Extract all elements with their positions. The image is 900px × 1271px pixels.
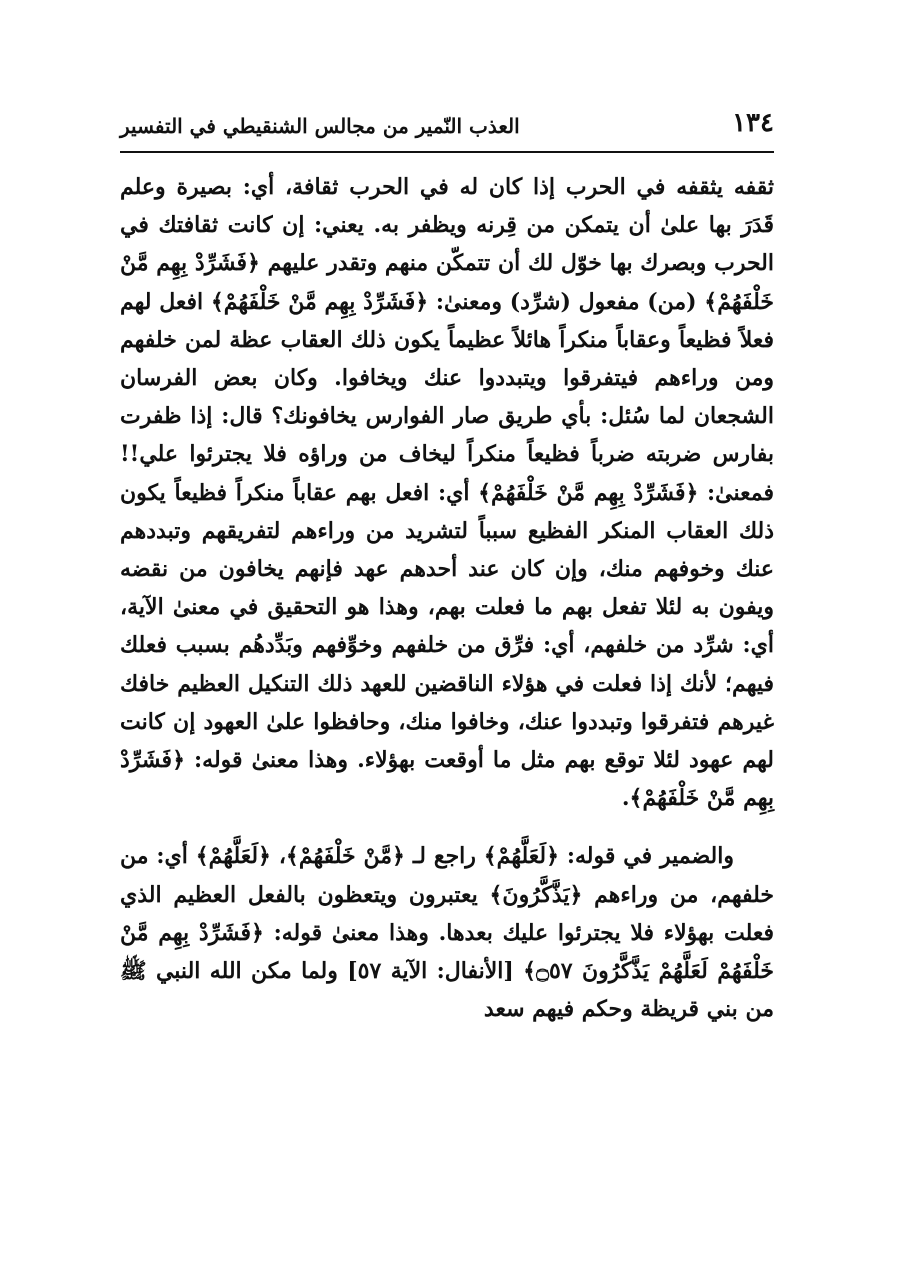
- page-number: ١٣٤: [732, 108, 774, 138]
- running-title: العذب النّمير من مجالس الشنقيطي في التفسير: [120, 114, 520, 138]
- page-header: [120, 108, 774, 146]
- paragraph-1: ثقفه يثقفه في الحرب إذا كان له في الحرب ثقافة، أي: بصيرة وعلم قَدَرَ بها علىٰ أن يتمكن من قِرنه ويظفر به. يعني: إن كانت ثقافتك في الحرب وبصرك بها خوّل لك أن تتمكّن منهم وتقدر عليهم ﴿فَشَرِّدْ بِهِم مَّنْ خَلْفَهُمْ﴾ (من) مفعول (شرِّد) ومعنىٰ: ﴿فَشَرِّدْ بِهِم مَّنْ خَلْفَهُمْ﴾ افعل لهم فعلاً فظيعاً وعقاباً منكراً هائلاً عظيماً يكون ذلك العقاب عظة لمن خلفهم ومن وراءهم فيتفرقوا ويتبددوا عنك ويخافوا. وكان بعض الفرسان الشجعان لما سُئل: بأي طريق صار الفوارس يخافونك؟ قال: إذا ظفرت بفارس ضربته ضرباً فظيعاً منكراً ليخاف من وراؤه فلا يجترئوا علي!! فمعنىٰ: ﴿فَشَرِّدْ بِهِم مَّنْ خَلْفَهُمْ﴾ أي: افعل بهم عقاباً منكراً فظيعاً يكون ذلك العقاب المنكر الفظيع سبباً لتشريد من وراءهم لتفريقهم وتبددهم عنك وخوفهم منك، وإن كان عند أحدهم عهد فإنهم يخافون من نقضه ويفون به لئلا تفعل بهم ما فعلت بهم، وهذا هو التحقيق في معنىٰ الآية، أي: شرِّد من خلفهم، أي: فرِّق من خلفهم وخوِّفهم وبَدِّدهُم بسبب فعلك فيهم؛ لأنك إذا فعلت في هؤلاء الناقضين للعهد ذلك التنكيل العظيم خافك غيرهم فتفرقوا وتبددوا عنك، وخافوا منك، وحافظوا علىٰ العهود إن كانت لهم عهود لئلا توقع بهم مثل ما أوقعت بهؤلاء. وهذا معنىٰ قوله: ﴿فَشَرِّدْ بِهِم مَّنْ خَلْفَهُمْ﴾.: [120, 174, 774, 812]
- body-text: [120, 168, 774, 1028]
- paragraph-2: والضمير في قوله: ﴿لَعَلَّهُمْ﴾ راجع لـ ﴿مَّنْ خَلْفَهُمْ﴾، ﴿لَعَلَّهُمْ﴾ أي: من خلفهم، من وراءهم ﴿يَذَّكَّرُونَ﴾ يعتبرون ويتعظون بالفعل العظيم الذي فعلت بهؤلاء فلا يجترئوا عليك بعدها. وهذا معنىٰ قوله: ﴿فَشَرِّدْ بِهِم مَّنْ خَلْفَهُمْ لَعَلَّهُمْ يَذَّكَّرُونَ ۝٥٧﴾ [الأنفال: الآية ٥٧] ولما مكن الله النبي ﷺ من بني قريظة وحكم فيهم سعد: [120, 843, 775, 1023]
- header-divider: [120, 151, 774, 153]
